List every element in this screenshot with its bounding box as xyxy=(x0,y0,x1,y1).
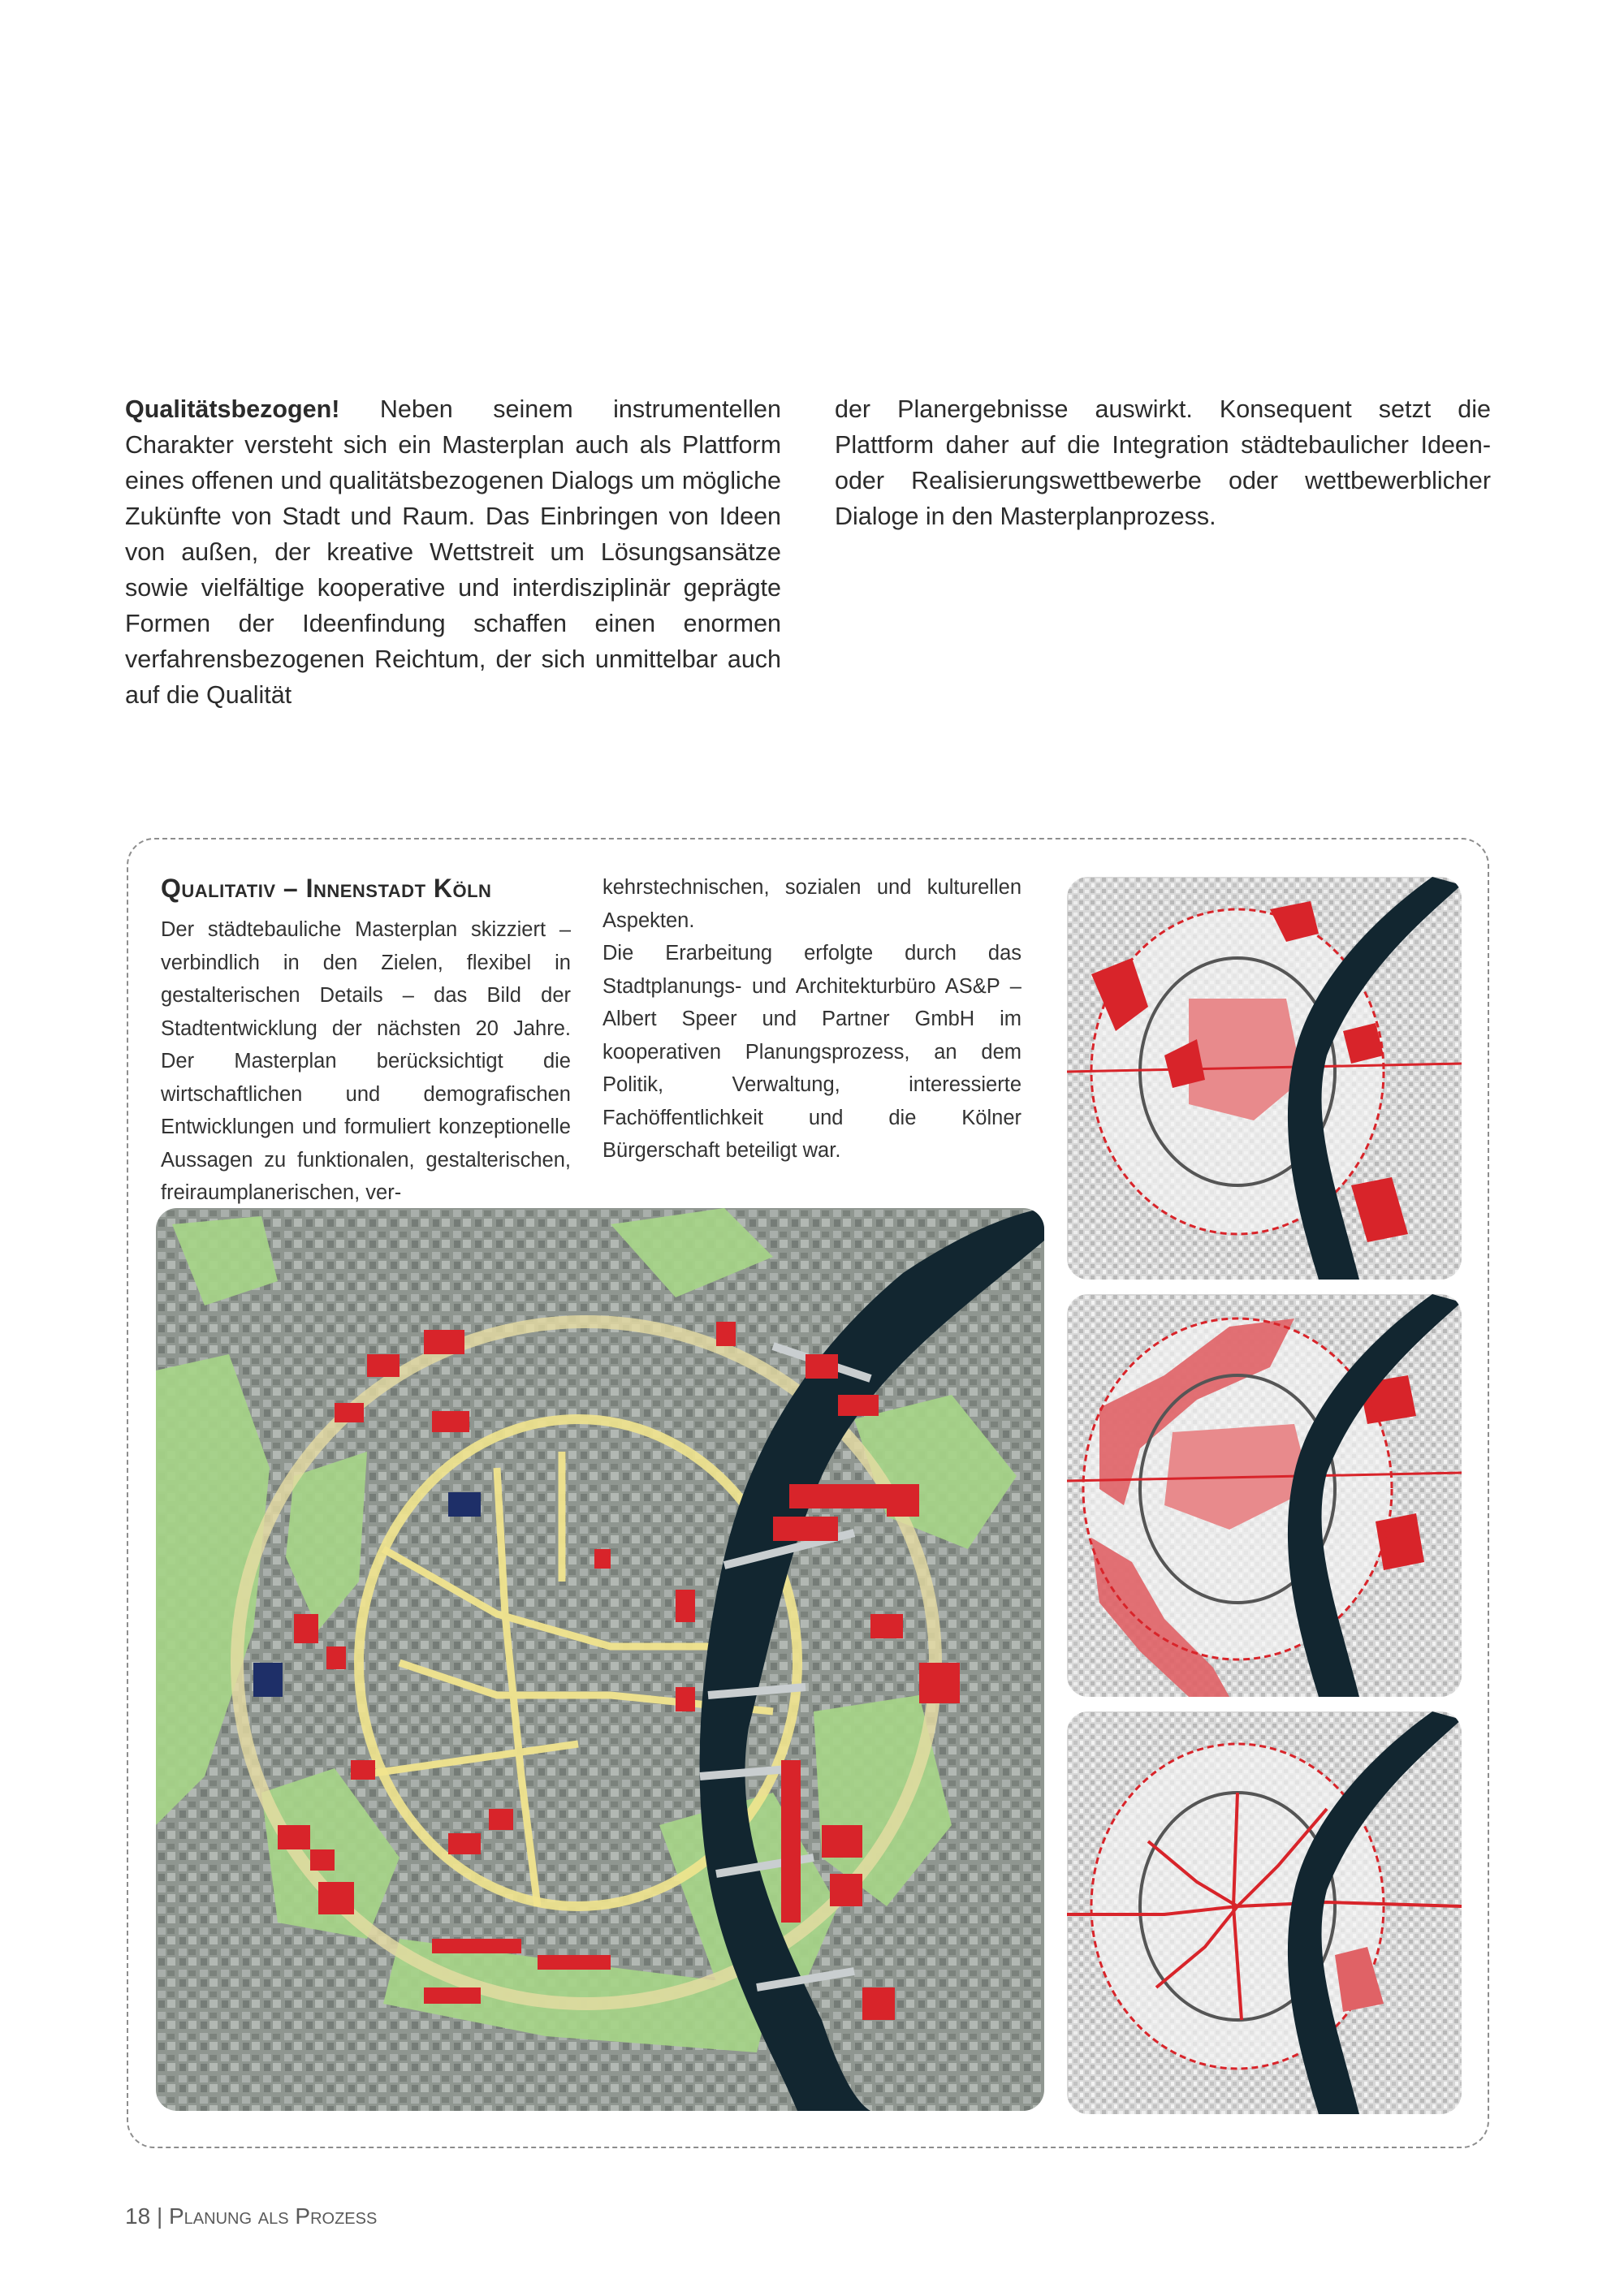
box-column-left xyxy=(161,913,571,1210)
page-footer xyxy=(125,2203,377,2229)
box-title: Qualitativ – Innenstadt Köln xyxy=(161,874,492,903)
intro-column-right xyxy=(835,391,1491,534)
intro-lead: Qualitätsbezogen! xyxy=(125,395,340,423)
box-right-text-2: Die Erarbeitung erfolgte durch das Stadtplanungs- und Architekturbüro AS&P – Albert Speer und Partner GmbH im kooperativen Planungsprozess, an dem Politik, Verwaltung, interessierte Fachöffentlichkeit und die Kölner Bürgerschaft beteiligt war. xyxy=(603,942,1021,1162)
plan-map-3-graphic xyxy=(1067,1711,1462,2114)
box-right-text-1: kehrstechnischen, sozialen und kulturellen Aspekten. xyxy=(603,876,1021,932)
intro-right-text: der Planergebnisse auswirkt. Konsequent setzt die Plattform daher auf die Integration städtebaulicher Ideen- oder Realisierungswettbewerbe oder wettbewerblicher Dialoge in den Masterplanprozess. xyxy=(835,395,1491,530)
intro-column-left xyxy=(125,391,781,713)
plan-map-3 xyxy=(1067,1711,1462,2114)
page-number: 18 xyxy=(125,2203,151,2229)
footer-section-title: Planung als Prozess xyxy=(169,2203,378,2229)
plan-map-2 xyxy=(1067,1294,1462,1697)
plan-map-2-graphic xyxy=(1067,1294,1462,1697)
masterplan-map-graphic xyxy=(156,1208,1044,2111)
footer-separator: | xyxy=(156,2203,163,2229)
plan-map-1-graphic xyxy=(1067,877,1462,1280)
intro-left-text: Neben seinem instrumentellen Charakter versteht sich ein Masterplan auch als Plattform eines offenen und qualitätsbezogenen Dialogs um mögliche Zukünfte von Stadt und Raum. Das Einbringen von Ideen von außen, der kreative Wettstreit um Lösungsansätze sowie vielfältige kooperative und interdisziplinär geprägte Formen der Ideenfindung schaffen einen enormen verfahrensbezogenen Reichtum, der sich unmittelbar auch auf die Qualität xyxy=(125,395,781,709)
box-column-right xyxy=(603,871,1021,1167)
plan-map-1 xyxy=(1067,877,1462,1280)
box-left-text: Der städtebauliche Masterplan skizziert – verbindlich in den Zielen, flexibel in gestalterischen Details – das Bild der Stadtentwicklung der nächsten 20 Jahre. Der Masterplan berücksichtigt die wirtschaftlichen und demografischen Entwicklungen und formuliert konzeptionelle Aussagen zu funktionalen, gestalterischen, freiraumplanerischen, ver- xyxy=(161,918,571,1204)
main-masterplan-map xyxy=(156,1208,1044,2111)
